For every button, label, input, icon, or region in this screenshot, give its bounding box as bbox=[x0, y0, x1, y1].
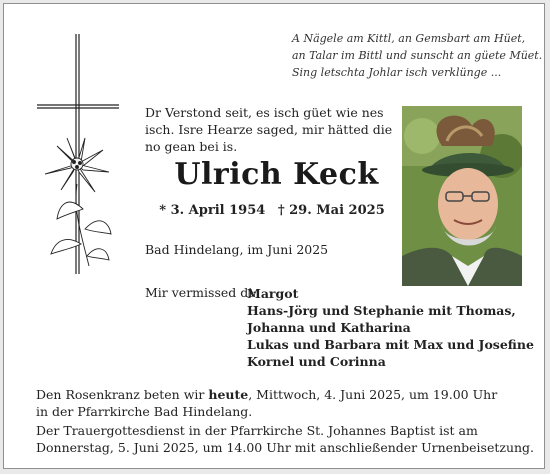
funeral-notice bbox=[36, 386, 541, 458]
mourner-line: Hans-Jörg und Stephanie mit Thomas, bbox=[247, 303, 516, 318]
intro-line: no gean bei is. bbox=[145, 139, 238, 154]
motto-line: A Nägele am Kittl, an Gemsbart am Hüet, bbox=[292, 32, 526, 45]
portrait-photo bbox=[402, 106, 522, 286]
deceased-name: Ulrich Keck bbox=[174, 157, 379, 192]
portrait-illustration bbox=[402, 106, 522, 286]
birth-date: * 3. April 1954 bbox=[159, 203, 266, 218]
rosary-notice bbox=[36, 386, 541, 420]
death-date: † 29. Mai 2025 bbox=[277, 203, 385, 218]
mourner-line: Kornel und Corinna bbox=[247, 354, 386, 369]
motto-line: an Talar im Bittl und sunscht an güete Müet. bbox=[292, 49, 543, 62]
mourner-line: Lukas und Barbara mit Max und Josefine bbox=[247, 337, 534, 352]
cross-with-edelweiss bbox=[37, 34, 127, 274]
cross-icon bbox=[37, 34, 119, 274]
obituary-card bbox=[3, 3, 545, 469]
rosary-text-post: , Mittwoch, 4. Juni 2025, um 19.00 Uhr bbox=[248, 387, 498, 402]
edelweiss-icon bbox=[45, 138, 111, 266]
mourners-label: Mir vermissed di: bbox=[145, 285, 257, 300]
mourner-line: Johanna und Katharina bbox=[247, 320, 411, 335]
service-text-line2: Donnerstag, 5. Juni 2025, um 14.00 Uhr mit anschließender Urnenbeisetzung. bbox=[36, 440, 535, 455]
mourner-line: Margot bbox=[247, 286, 299, 301]
motto-verse bbox=[292, 30, 543, 81]
service-notice bbox=[36, 422, 541, 456]
rosary-text-bold: heute bbox=[208, 387, 249, 402]
motto-line: Sing letschta Johlar isch verklünge ... bbox=[292, 66, 502, 79]
place-and-date: Bad Hindelang, im Juni 2025 bbox=[145, 242, 329, 257]
intro-line: isch. Isre Hearze saged, mir hätted die bbox=[145, 122, 393, 137]
rosary-text-line2: in der Pfarrkirche Bad Hindelang. bbox=[36, 404, 253, 419]
rosary-text-pre: Den Rosenkranz beten wir bbox=[36, 387, 209, 402]
mourners-list bbox=[247, 285, 534, 370]
intro-line: Dr Verstond seit, es isch güet wie nes bbox=[145, 105, 384, 120]
life-dates bbox=[152, 203, 392, 218]
intro-text bbox=[145, 104, 395, 155]
service-text-line1: Der Trauergottesdienst in der Pfarrkirche St. Johannes Baptist ist am bbox=[36, 423, 478, 438]
